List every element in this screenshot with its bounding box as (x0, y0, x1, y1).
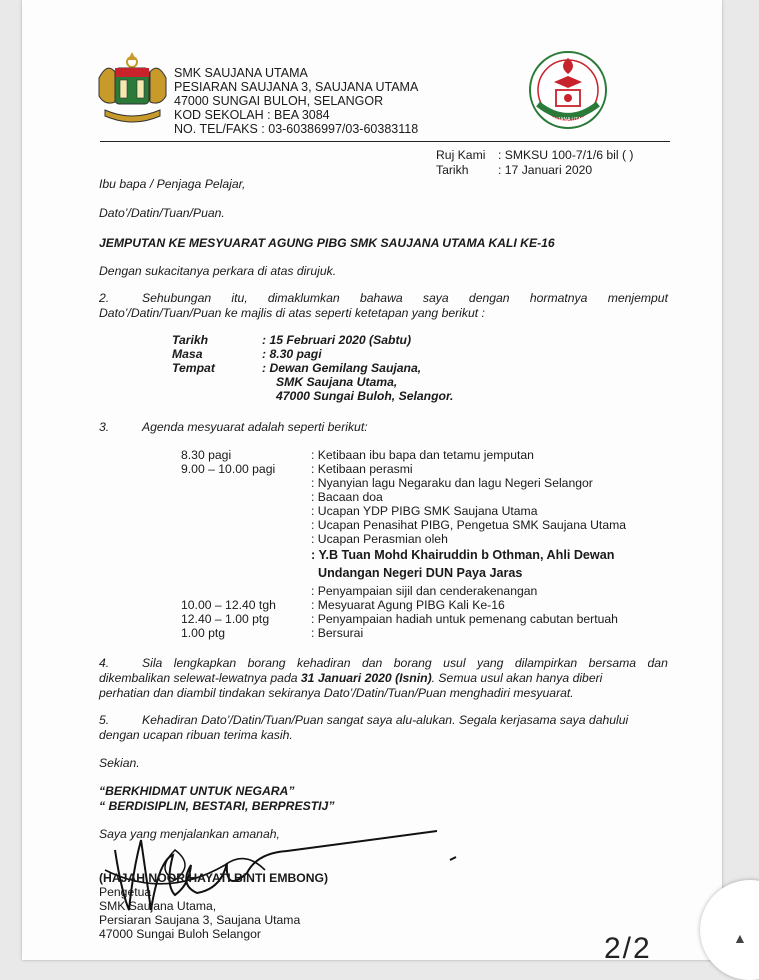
school-logo (526, 48, 610, 132)
detail-label-time: Masa (172, 347, 203, 361)
vip-line2: Undangan Negeri DUN Paya Jaras (318, 566, 523, 580)
school-phone: NO. TEL/FAKS : 03-60386997/03-60383118 (174, 122, 419, 136)
para4-word: kehadiran (296, 656, 351, 670)
para4-line1 (142, 656, 668, 670)
school-code: KOD SEKOLAH : BEA 3084 (174, 108, 330, 122)
detail-value-venue: : Dewan Gemilang Saujana, (262, 361, 422, 375)
intro-line: Dengan sukacitanya perkara di atas dirujuk. (99, 264, 337, 278)
para4-word: usul (443, 656, 466, 670)
para4-word: borang (247, 656, 286, 670)
para2-word: dengan (468, 291, 510, 305)
para3-text: Agenda mesyuarat adalah seperti berikut: (142, 420, 368, 434)
agenda-item: : Ketibaan ibu bapa dan tetamu jemputan (311, 448, 534, 462)
agenda-time: 8.30 pagi (181, 448, 232, 462)
school-logo-text: SAUJANA UTAMA (547, 117, 589, 123)
vip-line1: : Y.B Tuan Mohd Khairuddin b Othman, Ahli Dewan (311, 548, 615, 562)
para4-line3: perhatian dan diambil tindakan sekiranya Dato’/Datin/Tuan/Puan menghadiri mesyuarat. (99, 686, 574, 700)
para4-word: Sila (142, 656, 163, 670)
para5-line1: Kehadiran Dato’/Datin/Tuan/Puan sangat saya alu-alukan. Segala kerjasama saya dahului (142, 713, 629, 727)
signer-address1: Persiaran Saujana 3, Saujana Utama (99, 913, 301, 927)
motto-line2: “ BERDISIPLIN, BESTARI, BERPRESTIJ” (99, 799, 335, 813)
para4-line2-start: dikembalikan selewat-lewatnya pada (99, 671, 301, 685)
para2-number: 2. (99, 291, 110, 305)
agenda-time: 10.00 – 12.40 tgh (181, 598, 276, 612)
para4-number: 4. (99, 656, 110, 670)
salutation-parents: Ibu bapa / Penjaga Pelajar, (99, 177, 246, 191)
para4-line2-end: . Semua usul akan hanya diberi (431, 671, 603, 685)
school-address-line2: 47000 SUNGAI BULOH, SELANGOR (174, 94, 384, 108)
ref-value: : SMKSU 100-7/1/6 bil ( ) (498, 148, 634, 162)
agenda-time: 12.40 – 1.00 ptg (181, 612, 270, 626)
agenda-time: 9.00 – 10.00 pagi (181, 462, 276, 476)
para2-word: dimaklumkan (267, 291, 340, 305)
para4-word: bersama (588, 656, 637, 670)
para4-line2 (99, 671, 602, 685)
school-address-line1: PESIARAN SAUJANA 3, SAUJANA UTAMA (174, 80, 419, 94)
detail-label-venue: Tempat (172, 361, 215, 375)
agenda-item: : Ucapan Perasmian oleh (311, 532, 448, 546)
para2-word: hormatnya (529, 291, 588, 305)
agenda-item: : Nyanyian lagu Negaraku dan lagu Negeri Selangor (311, 476, 593, 490)
venue-line: SMK Saujana Utama, (276, 375, 398, 389)
signer-title: Pengetua (99, 885, 152, 899)
agenda-item: : Penyampaian hadiah untuk pemenang cabutan bertuah (311, 612, 618, 626)
para4-word: dan (647, 656, 668, 670)
header-divider (100, 141, 670, 142)
detail-label-date: Tarikh (172, 333, 209, 347)
para4-word: yang (476, 656, 504, 670)
para4-word: borang (393, 656, 432, 670)
venue-line: 47000 Sungai Buloh, Selangor. (276, 389, 454, 403)
date-value: : 17 Januari 2020 (498, 163, 593, 177)
para4-word: dilampirkan (514, 656, 578, 670)
para4-word: lengkapkan (173, 656, 237, 670)
ref-label: Ruj Kami (436, 148, 486, 162)
para2-word: bahawa (359, 291, 403, 305)
signer-address2: 47000 Sungai Buloh Selangor (99, 927, 261, 941)
para2-line2: Dato’/Datin/Tuan/Puan ke majlis di atas seperti ketetapan yang berikut : (99, 306, 485, 320)
para3-number: 3. (99, 420, 110, 434)
page-indicator: 2/2 (604, 932, 652, 965)
date-label: Tarikh (436, 163, 469, 177)
agenda-item: : Ucapan Penasihat PIBG, Pengetua SMK Saujana Utama (311, 518, 627, 532)
para5-number: 5. (99, 713, 110, 727)
agenda-item: : Bacaan doa (311, 490, 383, 504)
agenda-time: 1.00 ptg (181, 626, 226, 640)
chevron-up-icon: ▲ (733, 930, 747, 946)
motto-line1: “BERKHIDMAT UNTUK NEGARA” (99, 784, 295, 798)
para2-word: Sehubungan (142, 291, 212, 305)
closing: Sekian. (99, 756, 140, 770)
para4-word: dan (361, 656, 383, 670)
deadline-date: 31 Januari 2020 (Isnin) (300, 671, 432, 685)
detail-value-time: : 8.30 pagi (262, 347, 322, 361)
agenda-item: : Bersurai (311, 626, 364, 640)
agenda-item: : Mesyuarat Agung PIBG Kali Ke-16 (311, 598, 505, 612)
para5-line2: dengan ucapan ribuan terima kasih. (99, 728, 293, 742)
para2-word: saya (422, 291, 449, 305)
signer-school: SMK Saujana Utama, (99, 899, 217, 913)
agenda-item: : Penyampaian sijil dan cenderakenangan (311, 584, 538, 598)
school-name: SMK SAUJANA UTAMA (174, 66, 308, 80)
coat-of-arms-logo (95, 48, 170, 128)
para2-line1 (142, 291, 668, 305)
subject-line: JEMPUTAN KE MESYUARAT AGUNG PIBG SMK SAUJANA UTAMA KALI KE-16 (99, 236, 555, 250)
detail-value-date: : 15 Februari 2020 (Sabtu) (262, 333, 412, 347)
trust-line: Saya yang menjalankan amanah, (99, 827, 280, 841)
agenda-item: : Ucapan YDP PIBG SMK Saujana Utama (311, 504, 538, 518)
para2-word: menjemput (607, 291, 668, 305)
signer-name: (HAJAH NOOR HAYATI BINTI EMBONG) (99, 871, 329, 885)
agenda-item: : Ketibaan perasmi (311, 462, 413, 476)
salutation-titles: Dato’/Datin/Tuan/Puan. (99, 206, 225, 220)
para2-word: itu, (231, 291, 248, 305)
